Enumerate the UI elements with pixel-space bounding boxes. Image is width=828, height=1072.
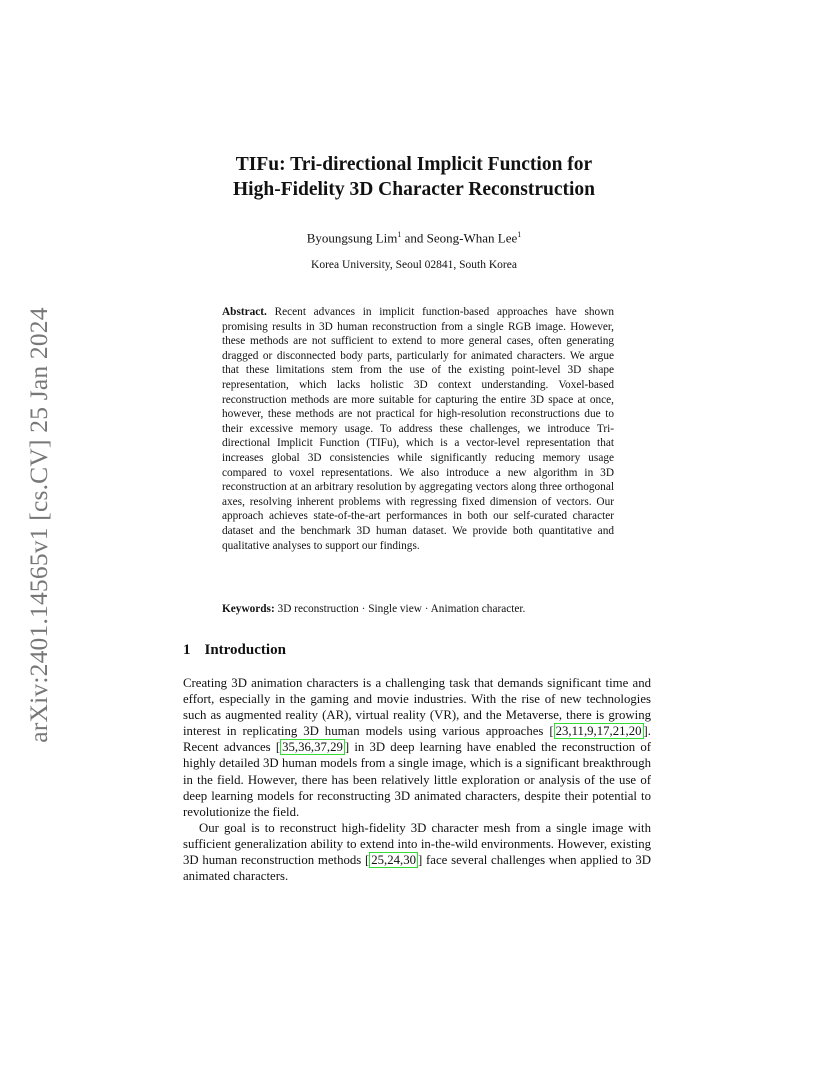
author-list: [0, 230, 828, 246]
title-line-1: TIFu: Tri-directional Implicit Function for: [235, 154, 593, 175]
arxiv-sidebar: [24, 290, 54, 760]
citation-link[interactable]: 35,36,37,29: [282, 740, 343, 755]
keywords-text: 3D reconstruction · Single view · Animation character.: [277, 603, 526, 615]
citation-link[interactable]: 23,11,9,17,21,20: [555, 724, 642, 739]
author-name: Seong-Whan Lee: [426, 230, 518, 246]
affiliation-marker: 1: [517, 230, 522, 239]
abstract-text: Recent advances in implicit function-based approaches have shown promising results in 3D human reconstruction from a single RGB image. However, these methods are not sufficient to extend to more general cases, often generating dragged or disconnected body parts, particularly for animated characters. We argue that these limitations stem from the use of the existing point-level 3D shape representation, which lacks holistic 3D context understanding. Voxel-based reconstruction methods are more suitable for capturing the entire 3D space at once, however, these methods are not practical for high-resolution reconstructions due to their excessive memory usage. To address these challenges, we introduce Tri-directional Implicit Function (TIFu), which is a vector-level representation that increases global 3D consistencies while significantly reducing memory usage compared to voxel representations. We also introduce a new algorithm in 3D reconstruction at an arbitrary resolution by aggregating vectors along three orthogonal axes, resolving inherent problems with regressing fixed dimension of vectors. Our approach achieves state-of-the-art performances in both our self-curated character dataset and the benchmark 3D human dataset. We provide both quantitative and qualitative analyses to support our findings.: [222, 306, 614, 552]
paragraph: Our goal is to reconstruct high-fidelity 3D character mesh from a single image with sufficient generalization ability to extend into in-the-wild environments. However, existing 3D human reconstruction methods [ 25,24,30 ] face several challenges when applied to 3D animated characters.: [183, 820, 651, 884]
affiliation: Korea University, Seoul 02841, South Korea: [311, 259, 517, 271]
introduction-body: [183, 675, 651, 884]
section-title: Introduction: [204, 642, 286, 658]
title-line-2: High-Fidelity 3D Character Reconstruction: [233, 179, 595, 200]
arxiv-identifier: arXiv:2401.14565v1 [cs.CV] 25 Jan 2024: [24, 307, 53, 743]
section-number: 1: [183, 642, 191, 658]
paragraph-text: face several challenges when applied to 3D animated characters.: [183, 853, 651, 884]
affiliation-marker: 1: [397, 230, 402, 239]
abstract-label: Abstract.: [222, 306, 267, 318]
author-name: Byoungsung Lim: [306, 230, 398, 246]
paragraph-text: Our goal is to reconstruct high-fidelity 3D character mesh from a single image with sufficient generalization ability to extend into in-the-wild environments. However, existing 3D human reconstruction methods: [183, 820, 651, 868]
abstract: [222, 305, 614, 553]
keywords-label: Keywords:: [222, 603, 275, 615]
paper-title: [0, 152, 828, 202]
keywords: [222, 603, 642, 615]
citation-link[interactable]: 25,24,30: [371, 853, 417, 868]
paragraph-text: Creating 3D animation characters is a challenging task that demands significant time and effort, especially in the gaming and movie industries. With the rise of new technologies such as augmented reality (AR), virtual reality (VR), and the Metaverse, there is growing interest in replicating 3D human models using various approaches: [183, 676, 651, 739]
author-conjunction: and: [401, 230, 427, 246]
section-heading: [183, 642, 286, 659]
paragraph-text: . Recent advances: [183, 724, 651, 755]
paragraph-text: in 3D deep learning have enabled the reconstruction of highly detailed 3D human models from a single image, which is a significant breakthrough in the field. However, there has been relatively little exploration or analysis of the use of deep learning models for reconstructing 3D animated characters, despite their potential to revolutionize the field.: [183, 740, 651, 819]
paragraph: Creating 3D animation characters is a challenging task that demands significant time and effort, especially in the gaming and movie industries. With the rise of new technologies such as augmented reality (AR), virtual reality (VR), and the Metaverse, there is growing interest in replicating 3D human models using various approaches [ 23,11,9,17,21,20 ]. Recent advances [ 35,36,37,29 ] in 3D deep learning have enabled the reconstruction of highly detailed 3D human models from a single image, which is a significant breakthrough in the field. However, there has been relatively little exploration or analysis of the use of deep learning models for reconstructing 3D animated characters, despite their potential to revolutionize the field.: [183, 676, 651, 819]
